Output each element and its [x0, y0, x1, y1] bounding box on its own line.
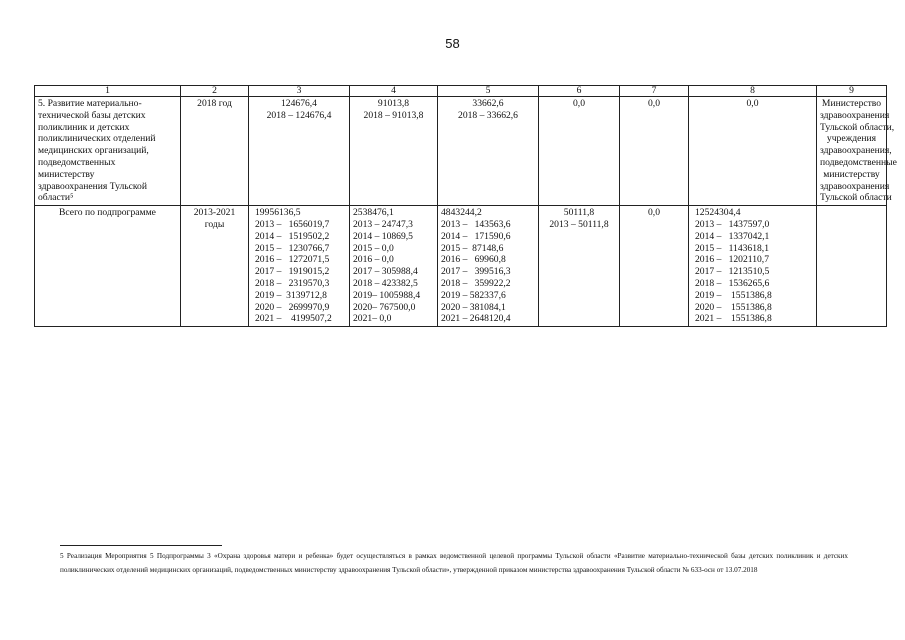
cell-line: 2017 – 1213510,5 — [695, 266, 770, 278]
cell-line: 2020 – 2699970,9 — [255, 301, 330, 313]
cell-line: Тульской области, — [820, 121, 895, 133]
col-header: 6 — [539, 86, 620, 97]
cell-line: 2017 – 1919015,2 — [255, 266, 330, 278]
cell-line: 2538476,1 — [353, 207, 394, 219]
cell-line: 2015 – 1143618,1 — [695, 242, 769, 254]
cell-line: здравоохранения — [820, 109, 890, 121]
footnote-separator — [60, 545, 222, 546]
cell-line: 2016 – 0,0 — [353, 254, 394, 266]
cell-line: 2018 – 359922,2 — [441, 277, 511, 289]
cell-line: 5. Развитие материально- — [38, 98, 142, 109]
cell-line: 19956136,5 — [255, 207, 301, 219]
regional-budget-cell — [438, 97, 539, 206]
col-header: 2 — [181, 86, 249, 97]
municipal-budget-cell — [539, 206, 620, 327]
cell-line: 33662,6 — [472, 98, 504, 109]
cell-line: 2018 – 2319570,3 — [255, 277, 330, 289]
cell-line: Тульской области — [820, 192, 892, 204]
tfoms-cell: 0,0 — [620, 97, 689, 206]
cell-line: 2016 – 69960,8 — [441, 254, 506, 266]
federal-budget-cell — [350, 97, 438, 206]
cell-line: годы — [204, 218, 225, 230]
cell-line: министерству — [823, 168, 880, 180]
cell-line: 2019 – 1551386,8 — [695, 289, 772, 301]
responsible-cell — [817, 206, 887, 327]
cell-line: 2014 – 10869,5 — [353, 230, 413, 242]
cell-line: 124676,4 — [281, 98, 317, 109]
cell-line: 2020 – 1551386,8 — [695, 301, 772, 313]
total-funding-cell — [249, 206, 350, 327]
cell-line: подведомственных — [38, 156, 116, 168]
col-header: 3 — [249, 86, 350, 97]
cell-line: Министерство — [821, 98, 882, 109]
cell-line: 4843244,2 — [441, 207, 482, 219]
cell-line: 2019 – 582337,6 — [441, 289, 506, 301]
cell-line: 2013 – 143563,6 — [441, 218, 511, 230]
cell-line: 2018 – 124676,4 — [266, 109, 332, 121]
cell-line: 2020 – 381084,1 — [441, 301, 506, 313]
cell-line: 2014 – 171590,6 — [441, 230, 511, 242]
responsible-cell — [817, 97, 897, 206]
cell-line: здравоохранения, — [820, 145, 892, 157]
table-row — [35, 97, 887, 206]
cell-line: 2013 – 24747,3 — [353, 218, 413, 230]
cell-line: 2014 – 1519502,2 — [255, 230, 330, 242]
activity-name-cell: Всего по подпрограмме — [35, 206, 181, 327]
cell-line: 91013,8 — [377, 98, 410, 109]
cell-line: 2019 – 3139712,8 — [255, 289, 327, 301]
cell-line: поликлинических отделений — [38, 133, 156, 145]
cell-line: 2013 – 1656019,7 — [255, 218, 330, 230]
extrabudget-cell — [689, 206, 817, 327]
col-header: 5 — [438, 86, 539, 97]
cell-line: медицинских организаций, — [38, 145, 149, 157]
cell-line: 2018 – 33662,6 — [458, 109, 518, 121]
cell-line: учреждения — [826, 133, 877, 145]
total-funding-cell — [249, 97, 350, 206]
cell-line: области⁵ — [38, 192, 74, 204]
col-header: 8 — [689, 86, 817, 97]
footnote: 5 Реализация Мероприятия 5 Подпрограммы 3 «Охрана здоровья матери и ребенка» будет осуществляться в рамках ведомственной целевой программы Тульской области «Развитие материально-технической базы детских поликлиник и детских поликлинических отделений медицинских организаций, подведомственных министерству здравоохранения Тульской области», утвержденной приказом министерства здравоохранения Тульской области № 633-осн от 13.07.2018 — [60, 552, 848, 574]
cell-line: 12524304,4 — [695, 207, 741, 219]
page-number: 58 — [445, 36, 460, 51]
cell-line: 2020– 767500,0 — [353, 301, 416, 313]
cell-line: 2013-2021 — [193, 207, 236, 219]
cell-line: министерству — [38, 168, 95, 180]
cell-line: 2018 – 423382,5 — [353, 277, 418, 289]
regional-budget-cell — [438, 206, 539, 327]
cell-line: 2021 – 2648120,4 — [441, 313, 511, 325]
cell-line: 2018 – 91013,8 — [363, 109, 424, 121]
cell-line: подведомственные — [820, 156, 897, 168]
extrabudget-cell: 0,0 — [689, 97, 817, 206]
cell-line: технической базы детских — [38, 109, 146, 121]
cell-line: 2017 – 399516,3 — [441, 266, 511, 278]
col-header: 9 — [817, 86, 887, 97]
tfoms-cell: 0,0 — [620, 206, 689, 327]
cell-line: 2018 – 1536265,6 — [695, 277, 770, 289]
program-table — [34, 85, 897, 327]
cell-line: 2019– 1005988,4 — [353, 289, 421, 301]
cell-line: 2015 – 0,0 — [353, 242, 394, 254]
period-cell — [181, 206, 249, 327]
cell-line: здравоохранения Тульской — [38, 180, 147, 192]
activity-name-cell — [35, 97, 181, 206]
cell-line: 2016 – 1202110,7 — [695, 254, 769, 266]
cell-line: 2016 – 1272071,5 — [255, 254, 330, 266]
cell-line: 2014 – 1337042,1 — [695, 230, 770, 242]
col-header: 1 — [35, 86, 181, 97]
col-header: 7 — [620, 86, 689, 97]
cell-line: 2013 – 50111,8 — [549, 218, 609, 230]
cell-line: 2021 – 4199507,2 — [255, 313, 332, 325]
cell-line: 2015 – 1230766,7 — [255, 242, 330, 254]
municipal-budget-cell: 0,0 — [539, 97, 620, 206]
cell-line: 2017 – 305988,4 — [353, 266, 418, 278]
cell-line: 50111,8 — [563, 207, 595, 219]
period-cell: 2018 год — [181, 97, 249, 206]
cell-line: 2021– 0,0 — [353, 313, 392, 325]
cell-line: 2015 – 87148,6 — [441, 242, 504, 254]
cell-line: поликлиник и детских — [38, 121, 130, 133]
col-header: 4 — [350, 86, 438, 97]
table-row — [35, 206, 887, 327]
cell-line: 2021 – 1551386,8 — [695, 313, 772, 325]
federal-budget-cell — [350, 206, 438, 327]
header-row — [35, 86, 887, 97]
cell-line: здравоохранения — [820, 180, 890, 192]
cell-line: 2013 – 1437597,0 — [695, 218, 770, 230]
